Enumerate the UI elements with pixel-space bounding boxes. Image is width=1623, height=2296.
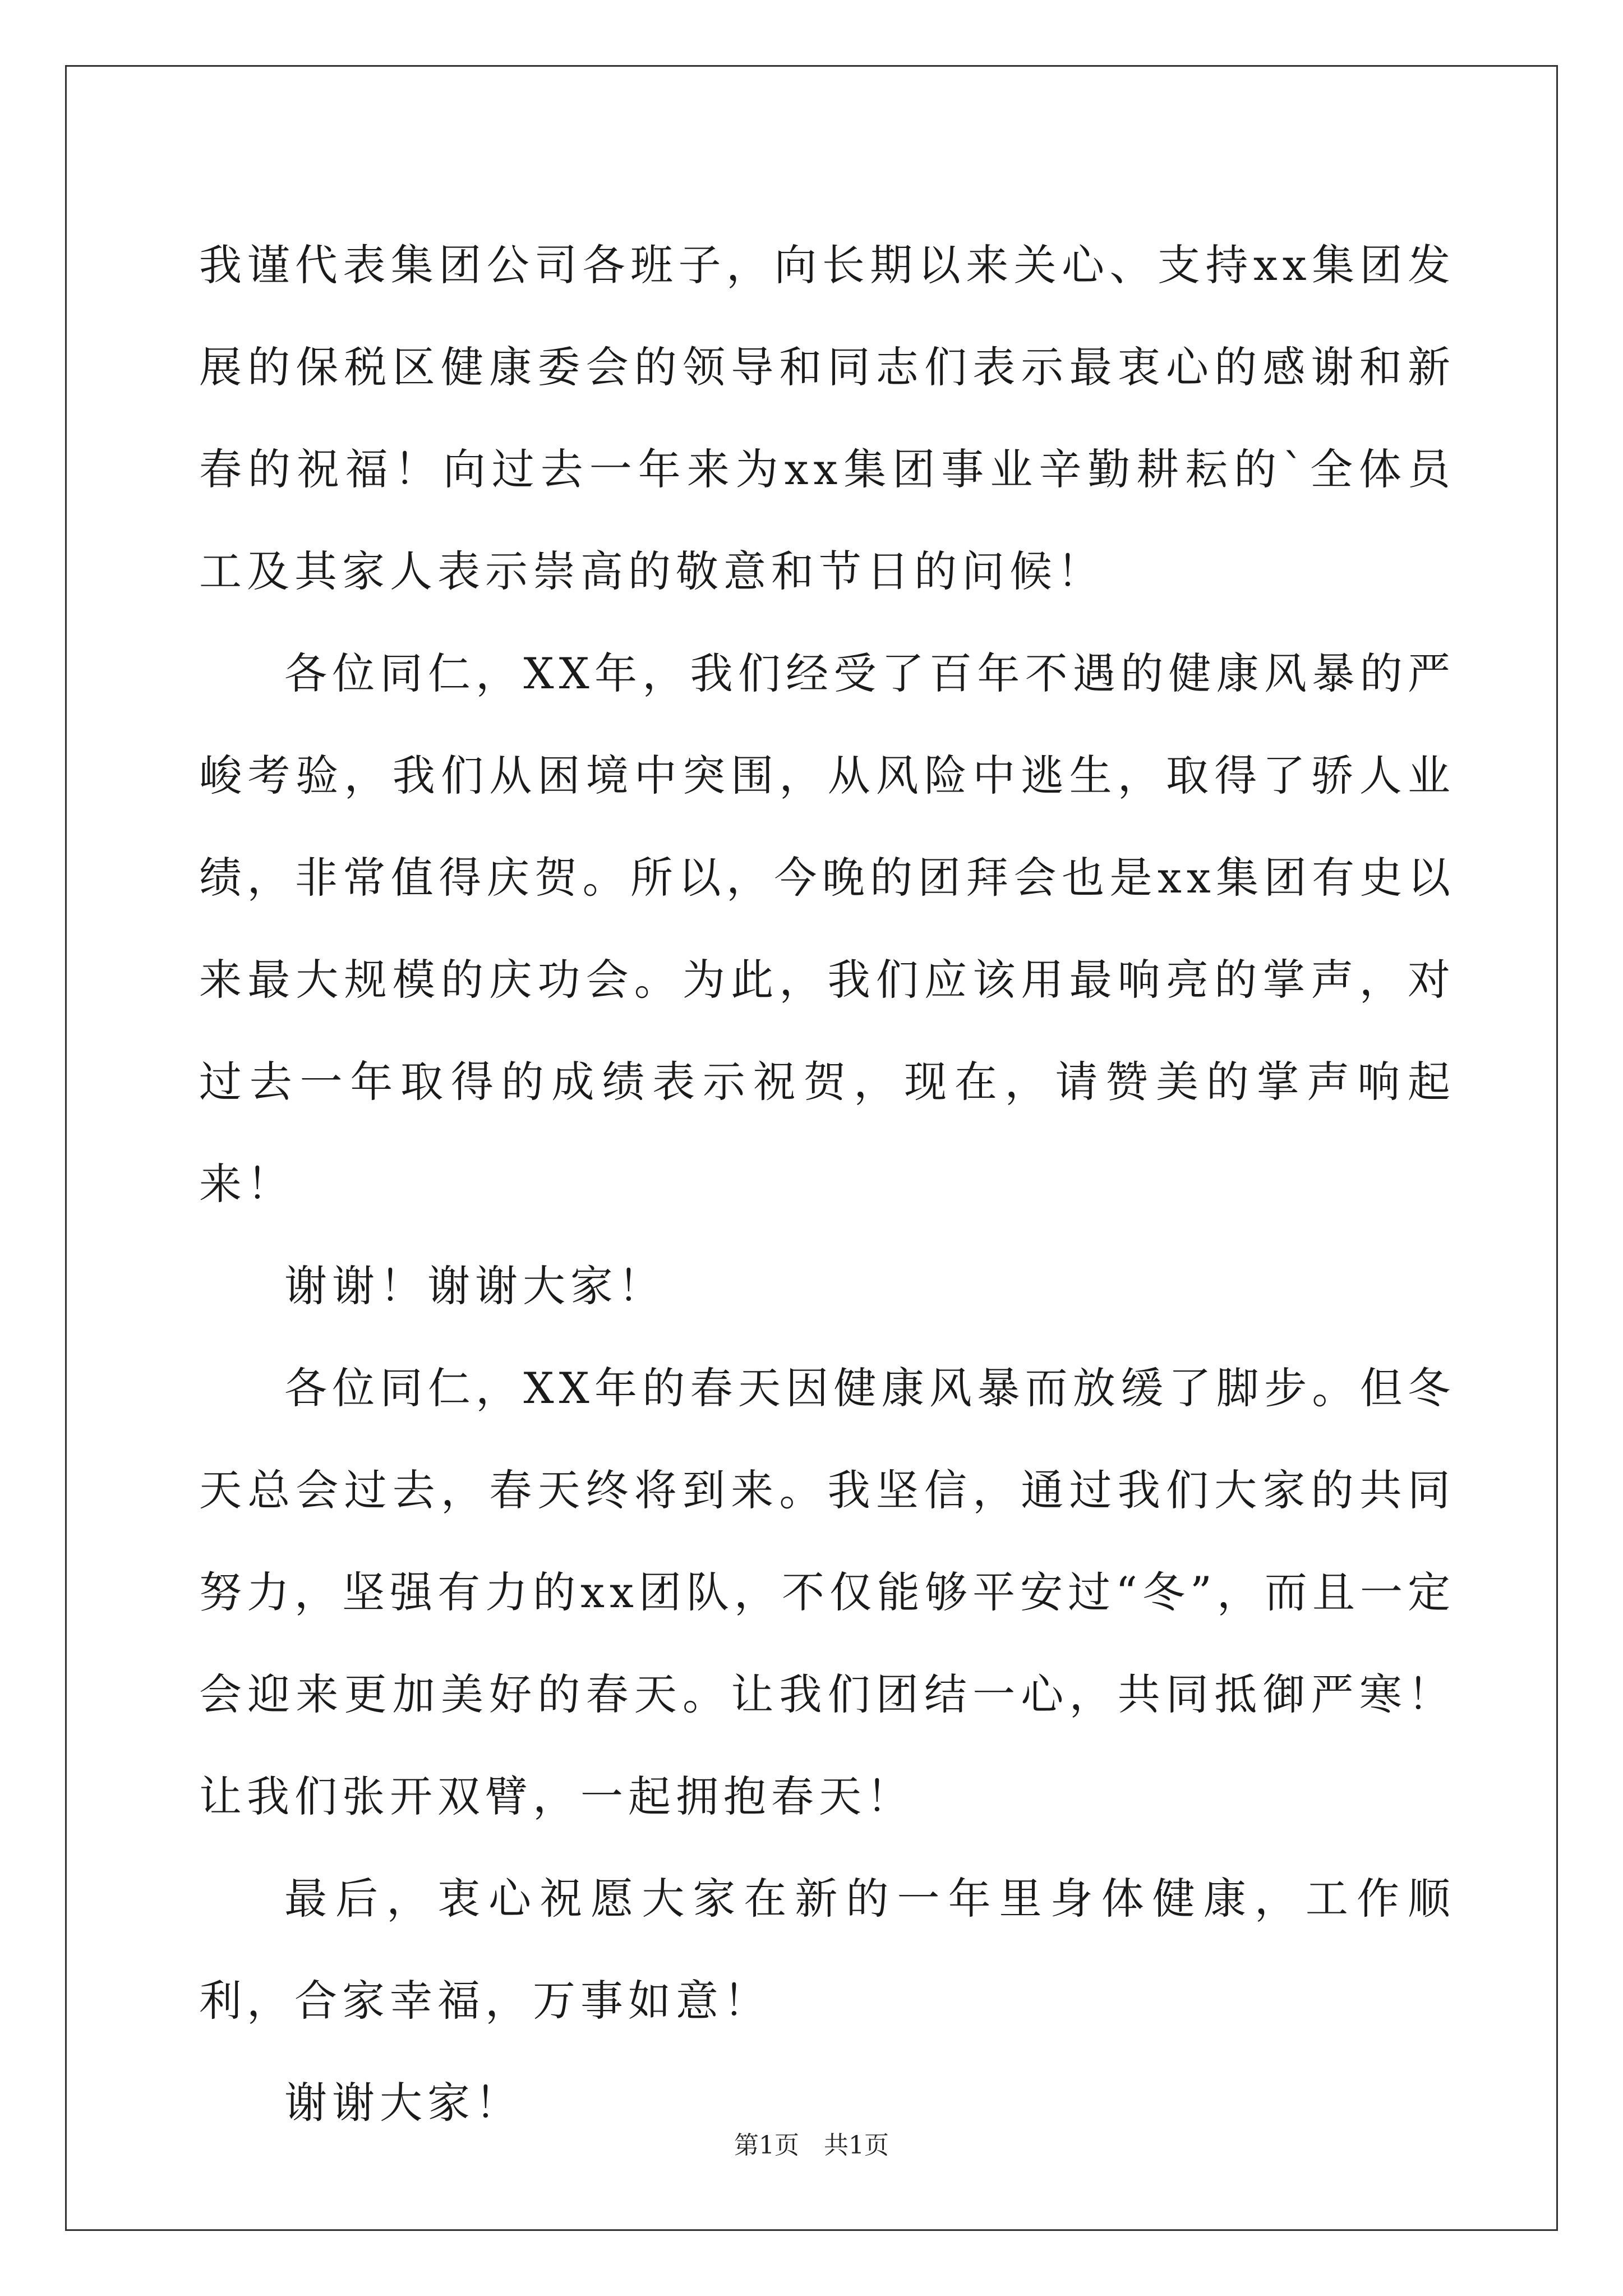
paragraph-1: 我谨代表集团公司各班子，向长期以来关心、支持xx集团发展的保税区健康委会的领导和同志们表示最衷心的感谢和新春的祝福！向过去一年来为xx集团事业辛勤耕耘的`全体员工及其家人表示崇高的敬意和节日的问候！ — [199, 240, 1455, 596]
document-body — [199, 214, 1455, 2154]
page-total: 共1页 — [824, 2131, 889, 2160]
paragraph-3: 谢谢！谢谢大家！ — [284, 1261, 666, 1311]
paragraph-2: 各位同仁，XX年，我们经受了百年不遇的健康风暴的严峻考验，我们从困境中突围，从风险中逃生，取得了骄人业绩，非常值得庆贺。所以，今晚的团拜会也是xx集团有史以来最大规模的庆功会。为此，我们应该用最响亮的掌声，对过去一年取得的成绩表示祝贺，现在，请赞美的掌声响起来！ — [199, 648, 1455, 1209]
paragraph-6: 谢谢大家！ — [284, 2078, 523, 2128]
paragraph-4: 各位同仁，XX年的春天因健康风暴而放缓了脚步。但冬天总会过去，春天终将到来。我坚信，通过我们大家的共同努力，坚强有力的xx团队，不仅能够平安过“冬”，而且一定会迎来更加美好的春天。让我们团结一心，共同抵御严寒！让我们张开双臂，一起拥抱春天！ — [199, 1363, 1455, 1821]
page-number: 第1页 — [734, 2131, 799, 2160]
page-footer — [0, 2129, 1623, 2162]
paragraph-5: 最后，衷心祝愿大家在新的一年里身体健康，工作顺利，合家幸福，万事如意！ — [199, 1874, 1455, 2026]
